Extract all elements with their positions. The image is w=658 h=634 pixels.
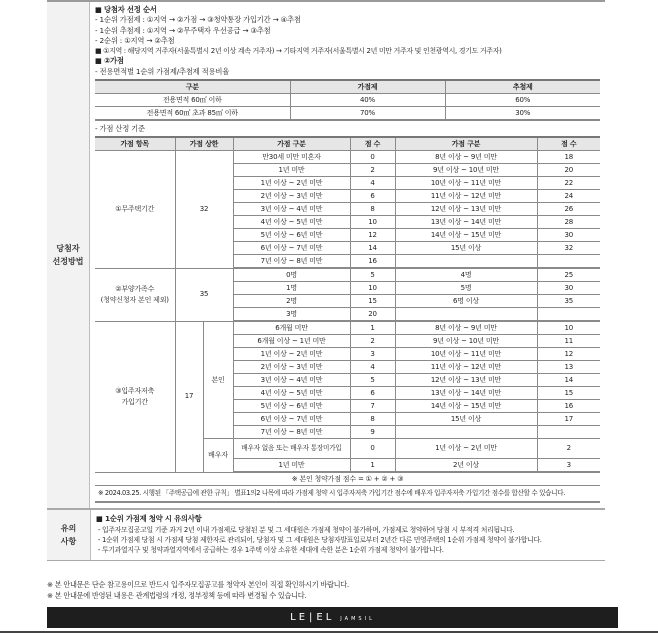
points-max: 32 [175, 151, 233, 269]
rule-line: - 1순위 추첨제 : ①지역 → ②무주택자 우선공급 → ③추첨 [95, 25, 271, 35]
category-cell: 4년 이상 ~ 5년 미만 [233, 387, 350, 400]
points-item: ①무주택기간 [95, 151, 175, 269]
category-cell: 6년 이상 ~ 7년 미만 [233, 413, 350, 426]
category-cell: 1년 미만 [233, 459, 350, 473]
ratio-cell: 60% [445, 94, 600, 107]
score-cell: 26 [537, 203, 600, 216]
score-cell: 3 [350, 348, 395, 361]
category-cell: 1년 이상 ~ 2년 미만 [233, 348, 350, 361]
category-cell: 만30세 미만 미혼자 [233, 151, 350, 164]
sum-note-row [95, 472, 600, 486]
score-cell: 4 [350, 177, 395, 190]
score-cell: 35 [537, 295, 600, 308]
score-cell: 17 [537, 413, 600, 426]
score-cell: 3 [537, 459, 600, 473]
category-cell: 6년 이상 ~ 7년 미만 [233, 242, 350, 255]
category-cell: 12년 이상 ~ 13년 미만 [395, 374, 537, 387]
category-cell: 3명 [233, 308, 350, 322]
score-cell: 1 [350, 459, 395, 473]
points-item [95, 321, 175, 472]
score-cell: 10 [537, 321, 600, 335]
category-cell: 9년 이상 ~ 10년 미만 [395, 335, 537, 348]
points-item-line2: 가입기간 [121, 397, 148, 406]
points-item-line1: ②부양가족수 [115, 284, 155, 293]
category-cell: 10년 이상 ~ 11년 미만 [395, 348, 537, 361]
category-cell: 8년 이상 ~ 9년 미만 [395, 321, 537, 335]
score-cell: 6 [350, 387, 395, 400]
section-label-caution [47, 510, 91, 559]
score-cell: 8 [350, 413, 395, 426]
score-cell [537, 426, 600, 439]
score-cell: 5 [350, 374, 395, 387]
law-note-row [95, 486, 600, 503]
law-note: ※ 2024.03.25. 시행된 「주택공급에 관한 규칙」 별표1의2 나목에 따라 가점제 청약 시 입주자저축 가입기간 점수에 배우자 입주자저축 가입기간 점수를 합산할 수 있습니다. [95, 486, 600, 503]
score-cell: 12 [350, 229, 395, 242]
points-header: 가점 항목 [95, 137, 175, 151]
heading-selection-order: ■ 당첨자 선정 순서 [95, 5, 157, 14]
score-cell: 24 [537, 190, 600, 203]
points-header: 점 수 [537, 137, 600, 151]
category-cell: 15년 이상 [395, 413, 537, 426]
points-item [95, 268, 175, 321]
category-cell: 11년 이상 ~ 12년 미만 [395, 361, 537, 374]
score-cell: 30 [537, 282, 600, 295]
points-header: 가점 구분 [233, 137, 350, 151]
category-cell: 11년 이상 ~ 12년 미만 [395, 190, 537, 203]
housing-subscription-guide [47, 0, 605, 561]
category-cell: 6명 이상 [395, 295, 537, 308]
ratio-cell: 70% [290, 107, 445, 121]
score-cell: 30 [537, 229, 600, 242]
category-cell: 5년 이상 ~ 6년 미만 [233, 400, 350, 413]
score-cell: 16 [537, 400, 600, 413]
category-cell: 13년 이상 ~ 14년 미만 [395, 216, 537, 229]
ratio-row [95, 94, 600, 107]
footer-notes [47, 580, 349, 601]
region-rule: ■ ①지역 : 해당지역 거주자(서울특별시 2년 이상 계속 거주자) → 기타지역 거주자(서울특별시 2년 미만 거주자 및 인천광역시, 경기도 거주자) [95, 47, 502, 56]
brand-bar [47, 607, 618, 628]
score-cell: 6 [350, 190, 395, 203]
category-cell: 8년 이상 ~ 9년 미만 [395, 151, 537, 164]
score-cell: 0 [350, 439, 395, 459]
score-cell: 7 [350, 400, 395, 413]
footer-note: ※ 본 안내문에 반영된 내용은 관계법령의 개정, 정부정책 등에 따라 변경될 수 있습니다. [47, 590, 307, 600]
category-cell [395, 426, 537, 439]
points-header: 가점 상한 [175, 137, 233, 151]
logo-left: LE [290, 612, 309, 623]
rule-line: - 2순위 : ①지역 → ②추첨 [95, 35, 175, 45]
points-header: 가점 구분 [395, 137, 537, 151]
category-cell: 1명 [233, 282, 350, 295]
selection-content [90, 2, 605, 508]
score-cell: 15 [537, 387, 600, 400]
score-cell: 13 [537, 361, 600, 374]
category-cell: 15년 이상 [395, 242, 537, 255]
category-cell: 9년 이상 ~ 10년 미만 [395, 164, 537, 177]
bottom-edge-line [0, 631, 658, 633]
section-label-line2: 선정방법 [52, 257, 84, 267]
points-subgroup: 배우자 [203, 439, 233, 473]
caution-heading: ■ 1순위 가점제 청약 시 유의사항 [96, 514, 202, 524]
category-cell: 배우자 없음 또는 배우자 통장미가입 [233, 439, 350, 459]
ratio-header: 추첨제 [445, 80, 600, 94]
ratio-row [95, 107, 600, 121]
points-caption: - 가점 산정 기준 [95, 124, 145, 134]
score-cell: 15 [350, 295, 395, 308]
score-cell: 16 [350, 255, 395, 269]
score-cell: 14 [350, 242, 395, 255]
section-label-line1: 유의 [60, 523, 77, 533]
ratio-cell: 전용면적 60㎡ 이하 [95, 94, 290, 107]
category-cell: 14년 이상 ~ 15년 미만 [395, 229, 537, 242]
points-item-line2: (청약신청자 본인 제외) [100, 295, 169, 304]
category-cell: 2년 이상 ~ 3년 미만 [233, 190, 350, 203]
category-cell: 4명 [395, 268, 537, 282]
score-cell: 14 [537, 374, 600, 387]
logo-right: EL [316, 612, 335, 623]
category-cell: 4년 이상 ~ 5년 미만 [233, 216, 350, 229]
caution-item: - 입주자모집공고일 기준 과거 2년 이내 가점제로 당첨된 분 및 그 세대원은 가점제 청약이 불가하며, 가점제로 청약하여 당첨 시 부적격 처리됩니다. [96, 525, 515, 534]
logo-sub: JAMSIL [340, 616, 375, 622]
category-cell: 7년 이상 ~ 8년 미만 [233, 255, 350, 269]
sum-note: ※ 본인 청약가점 점수 = ① + ② + ③ [95, 472, 600, 486]
category-cell: 5명 [395, 282, 537, 295]
score-cell: 4 [350, 361, 395, 374]
points-row [95, 321, 600, 335]
category-cell: 1년 이상 ~ 2년 미만 [395, 439, 537, 459]
score-cell: 2 [350, 335, 395, 348]
points-subgroup: 본인 [203, 321, 233, 439]
ratio-header-row [95, 80, 600, 94]
score-cell: 12 [537, 348, 600, 361]
score-cell: 5 [350, 268, 395, 282]
section-label-line1: 당첨자 [56, 244, 80, 254]
points-table [95, 136, 600, 503]
caution-section [47, 508, 605, 559]
category-cell: 1년 미만 [233, 164, 350, 177]
score-cell: 10 [350, 282, 395, 295]
category-cell: 6개월 이상 ~ 1년 미만 [233, 335, 350, 348]
ratio-table [95, 79, 600, 121]
footer-note: ※ 본 안내문은 단순 참고용이므로 반드시 입주자모집공고를 청약자 본인이 직접 확인하시기 바랍니다. [47, 580, 349, 589]
category-cell: 2년 이상 ~ 3년 미만 [233, 361, 350, 374]
points-max: 35 [175, 268, 233, 321]
category-cell: 13년 이상 ~ 14년 미만 [395, 387, 537, 400]
winner-selection-section [47, 0, 605, 508]
points-row [95, 268, 600, 282]
section-label-line2: 사항 [60, 536, 77, 546]
points-item-line1: ③입주자저축 [115, 386, 155, 395]
score-cell: 10 [350, 216, 395, 229]
divider [47, 560, 605, 561]
category-cell: 3년 이상 ~ 4년 미만 [233, 374, 350, 387]
category-cell: 7년 이상 ~ 8년 미만 [233, 426, 350, 439]
category-cell: 2명 [233, 295, 350, 308]
ratio-cell: 30% [445, 107, 600, 121]
category-cell: 14년 이상 ~ 15년 미만 [395, 400, 537, 413]
ratio-header: 가점제 [290, 80, 445, 94]
points-header: 점 수 [350, 137, 395, 151]
category-cell: 2년 이상 [395, 459, 537, 473]
ratio-caption: - 전용면적별 1순위 가점제/추첨제 적용비율 [95, 66, 230, 76]
section-label-selection [47, 2, 90, 508]
category-cell [395, 308, 537, 322]
logo-separator: | [309, 612, 316, 623]
category-cell: 3년 이상 ~ 4년 미만 [233, 203, 350, 216]
score-cell: 1 [350, 321, 395, 335]
ratio-header: 구분 [95, 80, 290, 94]
score-cell: 8 [350, 203, 395, 216]
rule-line: - 1순위 가점제 : ①지역 → ②가점 → ③청약통장 가입기간 → ④추첨 [95, 15, 301, 25]
points-row [95, 151, 600, 164]
score-cell: 20 [537, 164, 600, 177]
ratio-cell: 40% [290, 94, 445, 107]
points-header-row [95, 137, 600, 151]
score-cell: 25 [537, 268, 600, 282]
category-cell [395, 255, 537, 269]
heading-points: ■ ②가점 [95, 56, 124, 66]
caution-content [91, 510, 605, 559]
category-cell: 6개월 미만 [233, 321, 350, 335]
score-cell: 0 [350, 151, 395, 164]
score-cell: 9 [350, 426, 395, 439]
score-cell [537, 308, 600, 322]
score-cell: 2 [537, 439, 600, 459]
caution-item: - 1순위 가점제 당첨 시 가점제 당첨 제한자로 관리되어, 당첨자 및 그 세대원은 당첨자발표일로부터 2년간 다른 민영주택의 1순위 가점제 청약이 불가합니다. [96, 535, 542, 544]
score-cell: 28 [537, 216, 600, 229]
score-cell [537, 255, 600, 269]
category-cell: 5년 이상 ~ 6년 미만 [233, 229, 350, 242]
caution-item: - 투기과열지구 및 청약과열지역에서 공급하는 경우 1주택 이상 소유한 세대에 속한 분은 1순위 가점제 청약이 불가합니다. [96, 546, 444, 555]
category-cell: 0명 [233, 268, 350, 282]
ratio-cell: 전용면적 60㎡ 초과 85㎡ 이하 [95, 107, 290, 121]
brand-logo [290, 612, 375, 623]
score-cell: 2 [350, 164, 395, 177]
category-cell: 1년 이상 ~ 2년 미만 [233, 177, 350, 190]
score-cell: 20 [350, 308, 395, 322]
score-cell: 18 [537, 151, 600, 164]
score-cell: 22 [537, 177, 600, 190]
category-cell: 12년 이상 ~ 13년 미만 [395, 203, 537, 216]
points-max: 17 [175, 321, 203, 472]
category-cell: 10년 이상 ~ 11년 미만 [395, 177, 537, 190]
score-cell: 32 [537, 242, 600, 255]
score-cell: 11 [537, 335, 600, 348]
